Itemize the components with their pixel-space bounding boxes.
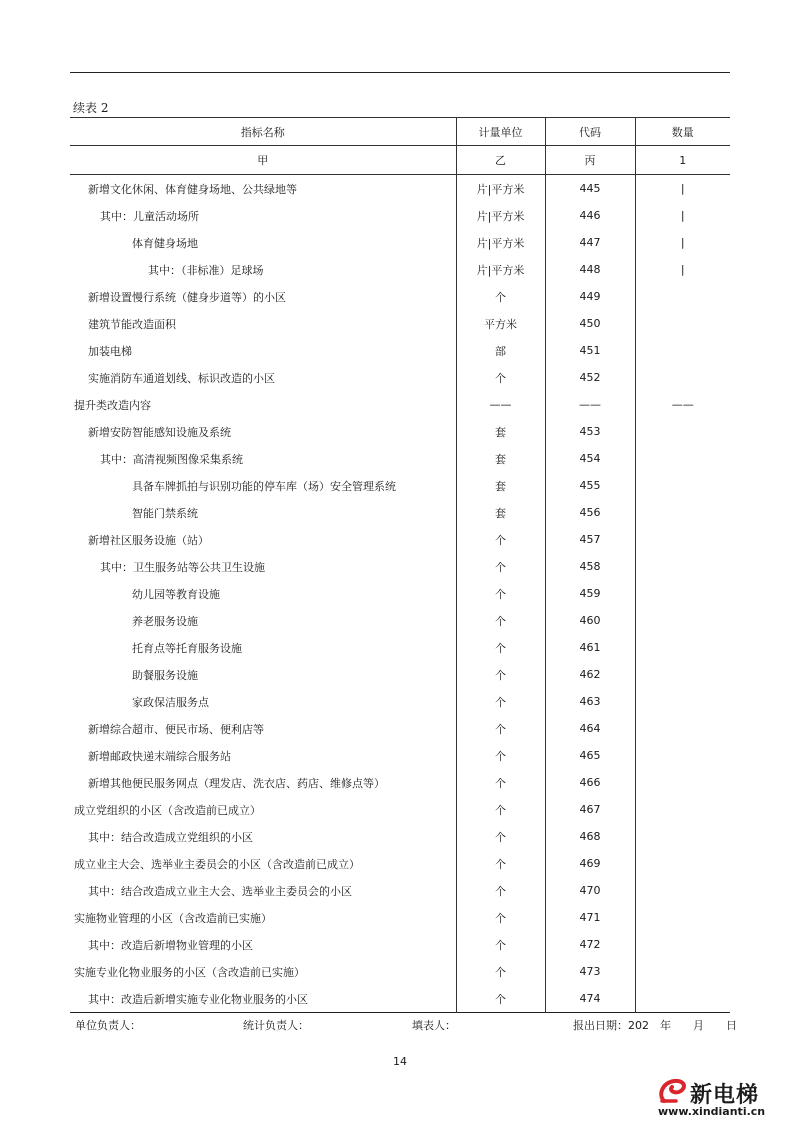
row-name: 新增文化休闲、体育健身场地、公共绿地等 — [88, 182, 297, 196]
row-code: 474 — [545, 985, 635, 1013]
row-qty — [635, 877, 730, 904]
row-name: 家政保洁服务点 — [132, 695, 209, 709]
table-row — [70, 391, 730, 418]
table-row — [70, 985, 730, 1013]
table-row — [70, 742, 730, 769]
row-code: 454 — [545, 445, 635, 472]
row-qty — [635, 445, 730, 472]
row-code: 449 — [545, 283, 635, 310]
table-row — [70, 823, 730, 850]
row-unit: 套 — [456, 472, 545, 499]
row-qty — [635, 931, 730, 958]
row-qty — [635, 958, 730, 985]
row-unit: 个 — [456, 607, 545, 634]
row-name: 提升类改造内容 — [74, 398, 151, 412]
row-qty — [635, 418, 730, 445]
row-qty — [635, 769, 730, 796]
table-row — [70, 634, 730, 661]
watermark-brand: 新电梯 — [690, 1083, 760, 1108]
row-name: 智能门禁系统 — [132, 506, 198, 520]
row-name: 幼儿园等教育设施 — [132, 587, 220, 601]
row-code: 451 — [545, 337, 635, 364]
row-code: 469 — [545, 850, 635, 877]
row-qty — [635, 715, 730, 742]
row-qty — [635, 499, 730, 526]
row-unit: 个 — [456, 985, 545, 1013]
row-unit: 个 — [456, 769, 545, 796]
row-unit: 个 — [456, 931, 545, 958]
table-row — [70, 769, 730, 796]
row-code: —— — [545, 391, 635, 418]
row-unit: 个 — [456, 661, 545, 688]
row-unit: —— — [456, 391, 545, 418]
table-caption: 续表 2 — [73, 101, 109, 115]
row-code: 448 — [545, 256, 635, 283]
row-name: 其中：儿童活动场所 — [100, 209, 199, 223]
row-qty — [635, 553, 730, 580]
row-qty: | — [635, 229, 730, 256]
row-unit: 个 — [456, 715, 545, 742]
table-row — [70, 310, 730, 337]
table-row — [70, 796, 730, 823]
row-qty — [635, 283, 730, 310]
sub-header-name: 甲 — [70, 146, 456, 175]
row-name: 其中：（非标准）足球场 — [148, 263, 264, 277]
row-name: 其中：卫生服务站等公共卫生设施 — [100, 560, 265, 574]
watermark-url: www.xindianti.cn — [658, 1105, 766, 1118]
row-unit: 部 — [456, 337, 545, 364]
statistics-table — [70, 117, 730, 1013]
row-qty — [635, 364, 730, 391]
header-unit: 计量单位 — [456, 118, 545, 146]
row-unit: 个 — [456, 850, 545, 877]
row-qty — [635, 904, 730, 931]
table-row — [70, 958, 730, 985]
row-unit: 个 — [456, 526, 545, 553]
row-code: 445 — [545, 175, 635, 203]
row-name: 新增安防智能感知设施及系统 — [88, 425, 231, 439]
table-row — [70, 715, 730, 742]
table-row — [70, 418, 730, 445]
row-qty: | — [635, 202, 730, 229]
table-row — [70, 175, 730, 203]
row-unit: 个 — [456, 688, 545, 715]
row-code: 460 — [545, 607, 635, 634]
row-code: 471 — [545, 904, 635, 931]
table-row — [70, 877, 730, 904]
row-unit: 个 — [456, 877, 545, 904]
row-qty: | — [635, 175, 730, 203]
row-code: 457 — [545, 526, 635, 553]
row-name: 新增社区服务设施（站） — [88, 533, 209, 547]
row-unit: 片|平方米 — [456, 202, 545, 229]
table-row — [70, 364, 730, 391]
table-row — [70, 850, 730, 877]
table-row — [70, 553, 730, 580]
row-code: 466 — [545, 769, 635, 796]
row-name: 新增设置慢行系统（健身步道等）的小区 — [88, 290, 286, 304]
row-code: 461 — [545, 634, 635, 661]
row-code: 446 — [545, 202, 635, 229]
row-unit: 个 — [456, 634, 545, 661]
row-name: 其中：结合改造成立业主大会、选举业主委员会的小区 — [88, 884, 352, 898]
row-name: 体育健身场地 — [132, 236, 198, 250]
row-code: 462 — [545, 661, 635, 688]
table-row — [70, 283, 730, 310]
sub-header-qty: 1 — [635, 146, 730, 175]
table-row — [70, 256, 730, 283]
row-name: 养老服务设施 — [132, 614, 198, 628]
table-row — [70, 445, 730, 472]
header-code: 代码 — [545, 118, 635, 146]
row-name: 新增综合超市、便民市场、便利店等 — [88, 722, 264, 736]
row-code: 470 — [545, 877, 635, 904]
row-code: 468 — [545, 823, 635, 850]
report-date-label: 报出日期：202 年 月 日 — [573, 1019, 737, 1032]
row-code: 464 — [545, 715, 635, 742]
row-name: 其中：改造后新增物业管理的小区 — [88, 938, 253, 952]
row-code: 472 — [545, 931, 635, 958]
row-unit: 个 — [456, 796, 545, 823]
row-qty — [635, 580, 730, 607]
brand-logo-icon — [656, 1077, 690, 1105]
row-qty — [635, 634, 730, 661]
row-code: 455 — [545, 472, 635, 499]
row-qty: —— — [635, 391, 730, 418]
row-code: 447 — [545, 229, 635, 256]
top-rule — [70, 72, 730, 73]
row-qty — [635, 742, 730, 769]
row-qty — [635, 823, 730, 850]
row-name: 其中：结合改造成立党组织的小区 — [88, 830, 253, 844]
header-qty: 数量 — [635, 118, 730, 146]
row-qty — [635, 796, 730, 823]
row-name: 托育点等托育服务设施 — [132, 641, 242, 655]
row-code: 473 — [545, 958, 635, 985]
row-name: 新增邮政快递末端综合服务站 — [88, 749, 231, 763]
watermark — [650, 1075, 792, 1125]
row-unit: 个 — [456, 283, 545, 310]
stat-head-label: 统计负责人： — [243, 1019, 309, 1032]
row-qty — [635, 337, 730, 364]
page-number: 14 — [393, 1055, 407, 1068]
row-qty — [635, 607, 730, 634]
row-unit: 个 — [456, 823, 545, 850]
row-code: 465 — [545, 742, 635, 769]
row-name: 建筑节能改造面积 — [88, 317, 176, 331]
table-row — [70, 202, 730, 229]
row-code: 459 — [545, 580, 635, 607]
row-qty — [635, 310, 730, 337]
row-qty — [635, 661, 730, 688]
row-qty — [635, 850, 730, 877]
row-code: 467 — [545, 796, 635, 823]
row-qty — [635, 526, 730, 553]
row-name: 其中：高清视频图像采集系统 — [100, 452, 243, 466]
table-row — [70, 472, 730, 499]
table-row — [70, 580, 730, 607]
row-name: 其中：改造后新增实施专业化物业服务的小区 — [88, 992, 308, 1006]
row-name: 实施消防车通道划线、标识改造的小区 — [88, 371, 275, 385]
table-row — [70, 337, 730, 364]
row-code: 453 — [545, 418, 635, 445]
unit-head-label: 单位负责人： — [75, 1019, 141, 1032]
table-row — [70, 229, 730, 256]
sub-header-row — [70, 146, 730, 175]
table-row — [70, 931, 730, 958]
row-name: 实施物业管理的小区（含改造前已实施） — [74, 911, 272, 925]
header-name: 指标名称 — [70, 118, 456, 146]
row-qty — [635, 688, 730, 715]
row-unit: 个 — [456, 958, 545, 985]
row-unit: 片|平方米 — [456, 256, 545, 283]
row-unit: 套 — [456, 418, 545, 445]
table-row — [70, 607, 730, 634]
filler-label: 填表人： — [412, 1019, 456, 1032]
table-row — [70, 688, 730, 715]
row-code: 458 — [545, 553, 635, 580]
row-unit: 个 — [456, 553, 545, 580]
table-row — [70, 661, 730, 688]
row-unit: 平方米 — [456, 310, 545, 337]
row-unit: 套 — [456, 499, 545, 526]
sub-header-code: 丙 — [545, 146, 635, 175]
sub-header-unit: 乙 — [456, 146, 545, 175]
row-code: 450 — [545, 310, 635, 337]
row-qty: | — [635, 256, 730, 283]
row-code: 452 — [545, 364, 635, 391]
row-unit: 个 — [456, 904, 545, 931]
row-unit: 套 — [456, 445, 545, 472]
row-name: 助餐服务设施 — [132, 668, 198, 682]
row-name: 具备车牌抓拍与识别功能的停车库（场）安全管理系统 — [132, 479, 396, 493]
row-qty — [635, 985, 730, 1013]
row-name: 新增其他便民服务网点（理发店、洗衣店、药店、维修点等） — [88, 776, 385, 790]
row-unit: 片|平方米 — [456, 175, 545, 203]
row-name: 成立党组织的小区（含改造前已成立） — [74, 803, 261, 817]
row-unit: 个 — [456, 742, 545, 769]
row-unit: 个 — [456, 580, 545, 607]
row-name: 加装电梯 — [88, 344, 132, 358]
table-row — [70, 904, 730, 931]
header-row — [70, 118, 730, 146]
row-code: 456 — [545, 499, 635, 526]
table-row — [70, 526, 730, 553]
table-row — [70, 499, 730, 526]
row-unit: 片|平方米 — [456, 229, 545, 256]
row-unit: 个 — [456, 364, 545, 391]
row-code: 463 — [545, 688, 635, 715]
row-name: 实施专业化物业服务的小区（含改造前已实施） — [74, 965, 305, 979]
row-name: 成立业主大会、选举业主委员会的小区（含改造前已成立） — [74, 857, 360, 871]
row-qty — [635, 472, 730, 499]
